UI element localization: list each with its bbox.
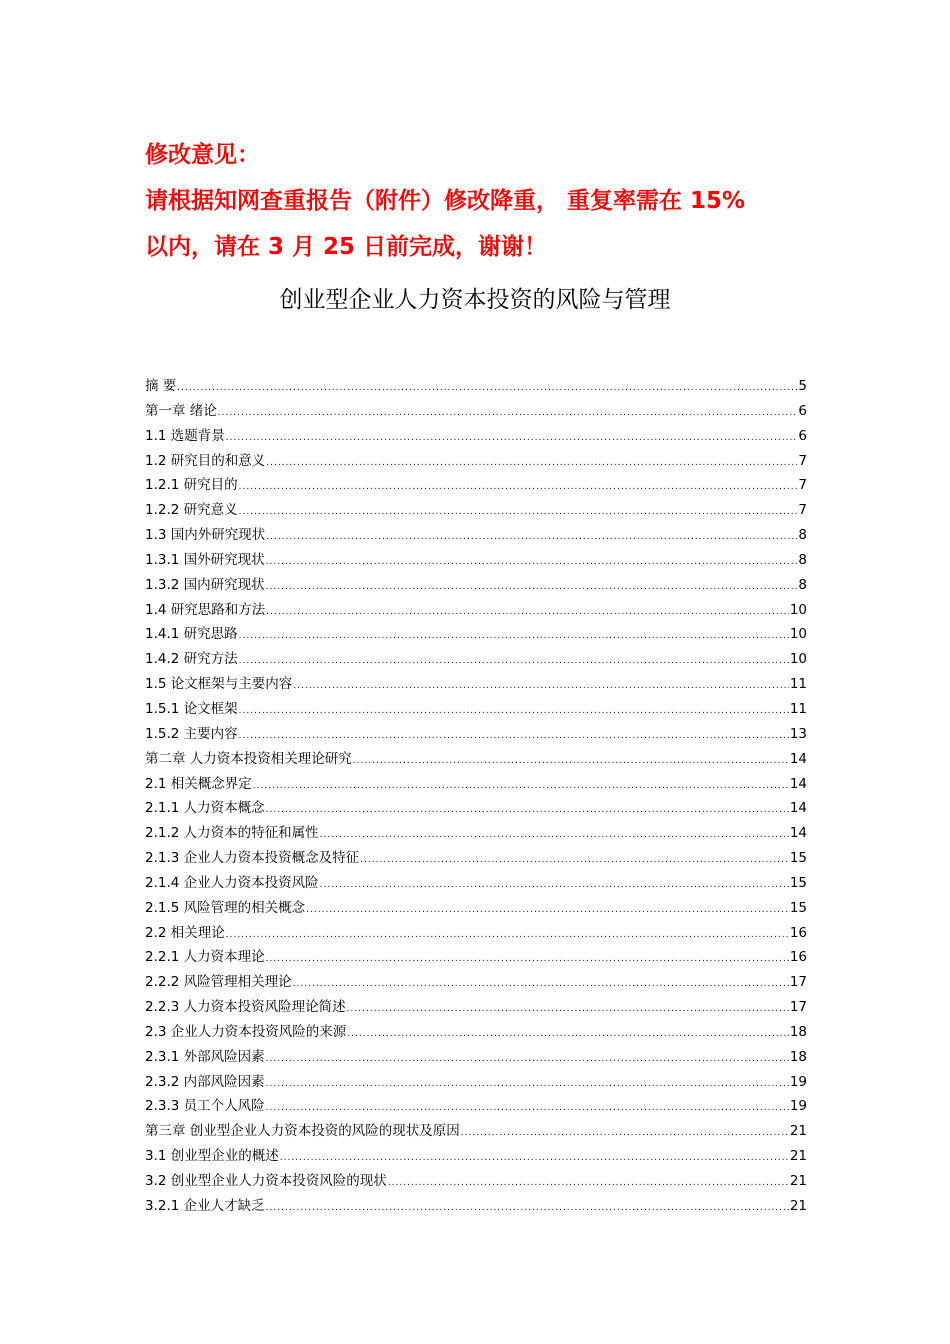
toc-dot-leader — [266, 798, 789, 822]
toc-entry-page-number: 14 — [789, 775, 807, 792]
toc-dot-leader — [218, 401, 798, 425]
toc-entry[interactable] — [145, 1094, 807, 1119]
toc-entry-page-number: 17 — [789, 999, 807, 1016]
toc-entry[interactable] — [145, 722, 807, 747]
toc-dot-leader — [360, 848, 789, 872]
toc-entry-page-number: 21 — [789, 1197, 807, 1214]
toc-entry-label: 2.1 相关概念界定 — [145, 775, 252, 792]
toc-entry[interactable] — [145, 995, 807, 1020]
toc-entry-label: 第二章 人力资本投资相关理论研究 — [145, 750, 352, 767]
toc-dot-leader — [266, 1196, 789, 1220]
toc-entry[interactable] — [145, 871, 807, 896]
toc-entry[interactable] — [145, 399, 807, 424]
toc-entry-label: 3.2 创业型企业人力资本投资风险的现状 — [145, 1173, 387, 1189]
toc-entry-page-number: 6 — [798, 427, 807, 444]
toc-entry-page-number: 11 — [789, 676, 807, 693]
toc-entry-label: 2.1.1 人力资本概念 — [145, 800, 265, 817]
toc-entry[interactable] — [145, 449, 807, 474]
table-of-contents — [145, 374, 807, 1219]
toc-entry-page-number: 10 — [789, 601, 807, 618]
toc-dot-leader — [226, 426, 798, 450]
toc-entry-label: 1.3.2 国内研究现状 — [145, 576, 265, 593]
toc-entry-label: 2.3.1 外部风险因素 — [145, 1048, 265, 1065]
toc-entry[interactable] — [145, 473, 807, 498]
toc-entry-page-number: 15 — [789, 899, 807, 916]
toc-entry[interactable] — [145, 1119, 807, 1144]
toc-entry-label: 2.2 相关理论 — [145, 924, 225, 941]
toc-entry-page-number: 14 — [789, 750, 807, 767]
toc-dot-leader — [320, 873, 789, 897]
toc-entry-page-number: 8 — [798, 527, 807, 544]
toc-entry-page-number: 7 — [798, 452, 807, 469]
toc-entry[interactable] — [145, 424, 807, 449]
toc-dot-leader — [293, 674, 789, 698]
notice-line-3: 以内，请在 3 月 25 日前完成，谢谢！ — [145, 234, 548, 260]
toc-entry-label: 3.1 创业型企业的概述 — [145, 1148, 279, 1165]
toc-entry-page-number: 14 — [789, 800, 807, 817]
notice-line-2: 请根据知网查重报告（附件）修改降重， 重复率需在 15% — [145, 188, 746, 214]
toc-entry[interactable] — [145, 672, 807, 697]
toc-entry[interactable] — [145, 1020, 807, 1045]
toc-entry-label: 1.5.2 主要内容 — [145, 725, 238, 742]
revision-notice — [145, 132, 815, 270]
toc-dot-leader — [239, 624, 789, 648]
toc-entry-label: 1.2 研究目的和意义 — [145, 452, 266, 469]
toc-dot-leader — [239, 500, 798, 524]
toc-entry-page-number: 10 — [789, 626, 807, 643]
toc-entry-label: 1.4.2 研究方法 — [145, 651, 238, 668]
toc-entry-page-number: 16 — [789, 949, 807, 966]
toc-entry-label: 第一章 绪论 — [145, 402, 217, 419]
toc-entry[interactable] — [145, 598, 807, 623]
toc-dot-leader — [353, 749, 789, 773]
toc-entry[interactable] — [145, 1045, 807, 1070]
toc-dot-leader — [266, 1096, 789, 1120]
toc-entry-page-number: 6 — [798, 402, 807, 419]
toc-entry[interactable] — [145, 846, 807, 871]
toc-entry-page-number: 15 — [789, 850, 807, 867]
toc-entry-page-number: 5 — [798, 378, 807, 394]
toc-entry-label: 2.1.4 企业人力资本投资风险 — [145, 874, 319, 891]
toc-entry-page-number: 13 — [789, 725, 807, 742]
toc-dot-leader — [347, 997, 789, 1021]
toc-entry-label: 2.1.5 风险管理的相关概念 — [145, 899, 306, 916]
toc-dot-leader — [293, 972, 789, 996]
toc-entry-page-number: 11 — [789, 700, 807, 717]
toc-dot-leader — [347, 1022, 789, 1046]
toc-dot-leader — [239, 649, 789, 673]
toc-dot-leader — [239, 699, 789, 723]
toc-entry[interactable] — [145, 548, 807, 573]
toc-entry-page-number: 19 — [789, 1073, 807, 1090]
toc-dot-leader — [320, 823, 789, 847]
toc-entry-page-number: 7 — [798, 502, 807, 519]
toc-entry[interactable] — [145, 647, 807, 672]
toc-entry[interactable] — [145, 1144, 807, 1169]
toc-entry[interactable] — [145, 1194, 807, 1219]
toc-entry-page-number: 15 — [789, 874, 807, 891]
toc-entry[interactable] — [145, 374, 807, 399]
toc-entry[interactable] — [145, 498, 807, 523]
toc-dot-leader — [461, 1121, 789, 1145]
toc-entry-label: 2.3 企业人力资本投资风险的来源 — [145, 1023, 347, 1040]
toc-entry-label: 1.4.1 研究思路 — [145, 626, 238, 643]
toc-entry-page-number: 14 — [789, 825, 807, 842]
toc-entry[interactable] — [145, 1070, 807, 1095]
toc-entry-page-number: 17 — [789, 974, 807, 991]
toc-entry-label: 摘 要 — [145, 378, 177, 394]
toc-dot-leader — [226, 923, 789, 947]
toc-dot-leader — [266, 575, 798, 599]
toc-entry-label: 1.2.1 研究目的 — [145, 477, 238, 494]
toc-dot-leader — [388, 1171, 789, 1195]
toc-entry[interactable] — [145, 945, 807, 970]
toc-entry-page-number: 10 — [789, 651, 807, 668]
toc-dot-leader — [280, 1146, 789, 1170]
toc-entry-label: 1.5 论文框架与主要内容 — [145, 676, 293, 693]
toc-dot-leader — [253, 774, 789, 798]
toc-entry[interactable] — [145, 1169, 807, 1194]
toc-entry[interactable] — [145, 747, 807, 772]
toc-entry-label: 2.3.3 员工个人风险 — [145, 1098, 265, 1115]
toc-dot-leader — [177, 376, 797, 400]
toc-entry-label: 3.2.1 企业人才缺乏 — [145, 1197, 265, 1214]
document-title: 创业型企业人力资本投资的风险与管理 — [279, 287, 671, 313]
toc-entry[interactable] — [145, 796, 807, 821]
toc-entry-page-number: 18 — [789, 1023, 807, 1040]
toc-entry-label: 1.1 选题背景 — [145, 427, 225, 444]
toc-dot-leader — [266, 550, 798, 574]
toc-entry-label: 第三章 创业型企业人力资本投资的风险的现状及原因 — [145, 1123, 460, 1140]
toc-entry-label: 2.3.2 内部风险因素 — [145, 1073, 265, 1090]
toc-dot-leader — [266, 600, 789, 624]
toc-entry[interactable] — [145, 970, 807, 995]
toc-entry-page-number: 16 — [789, 924, 807, 941]
toc-entry-label: 2.2.3 人力资本投资风险理论简述 — [145, 999, 346, 1016]
toc-entry-label: 1.5.1 论文框架 — [145, 700, 238, 717]
toc-entry-label: 2.1.2 人力资本的特征和属性 — [145, 825, 319, 842]
toc-entry[interactable] — [145, 921, 807, 946]
toc-entry-page-number: 8 — [798, 576, 807, 593]
toc-entry-label: 2.2.1 人力资本理论 — [145, 949, 265, 966]
toc-entry-page-number: 18 — [789, 1048, 807, 1065]
toc-entry-page-number: 19 — [789, 1098, 807, 1115]
toc-entry-page-number: 21 — [789, 1148, 807, 1165]
toc-dot-leader — [266, 947, 789, 971]
toc-entry[interactable] — [145, 523, 807, 548]
toc-entry-page-number: 21 — [789, 1123, 807, 1140]
notice-heading: 修改意见： — [145, 142, 260, 168]
toc-entry[interactable] — [145, 697, 807, 722]
toc-entry-page-number: 21 — [789, 1173, 807, 1189]
toc-dot-leader — [266, 1047, 789, 1071]
toc-dot-leader — [239, 724, 789, 748]
toc-entry-label: 1.2.2 研究意义 — [145, 502, 238, 519]
toc-dot-leader — [306, 898, 789, 922]
toc-entry[interactable] — [145, 772, 807, 797]
toc-entry[interactable] — [145, 622, 807, 647]
toc-entry-page-number: 8 — [798, 551, 807, 568]
toc-entry-label: 1.4 研究思路和方法 — [145, 601, 266, 618]
toc-dot-leader — [266, 1072, 789, 1096]
toc-dot-leader — [266, 525, 797, 549]
toc-entry-page-number: 7 — [798, 477, 807, 494]
toc-entry-label: 2.1.3 企业人力资本投资概念及特征 — [145, 850, 360, 867]
toc-entry-label: 1.3 国内外研究现状 — [145, 527, 266, 544]
toc-dot-leader — [266, 451, 797, 475]
toc-entry-label: 1.3.1 国外研究现状 — [145, 551, 265, 568]
toc-entry[interactable] — [145, 821, 807, 846]
toc-entry-label: 2.2.2 风险管理相关理论 — [145, 974, 292, 991]
toc-entry[interactable] — [145, 896, 807, 921]
toc-dot-leader — [239, 475, 798, 499]
toc-entry[interactable] — [145, 573, 807, 598]
